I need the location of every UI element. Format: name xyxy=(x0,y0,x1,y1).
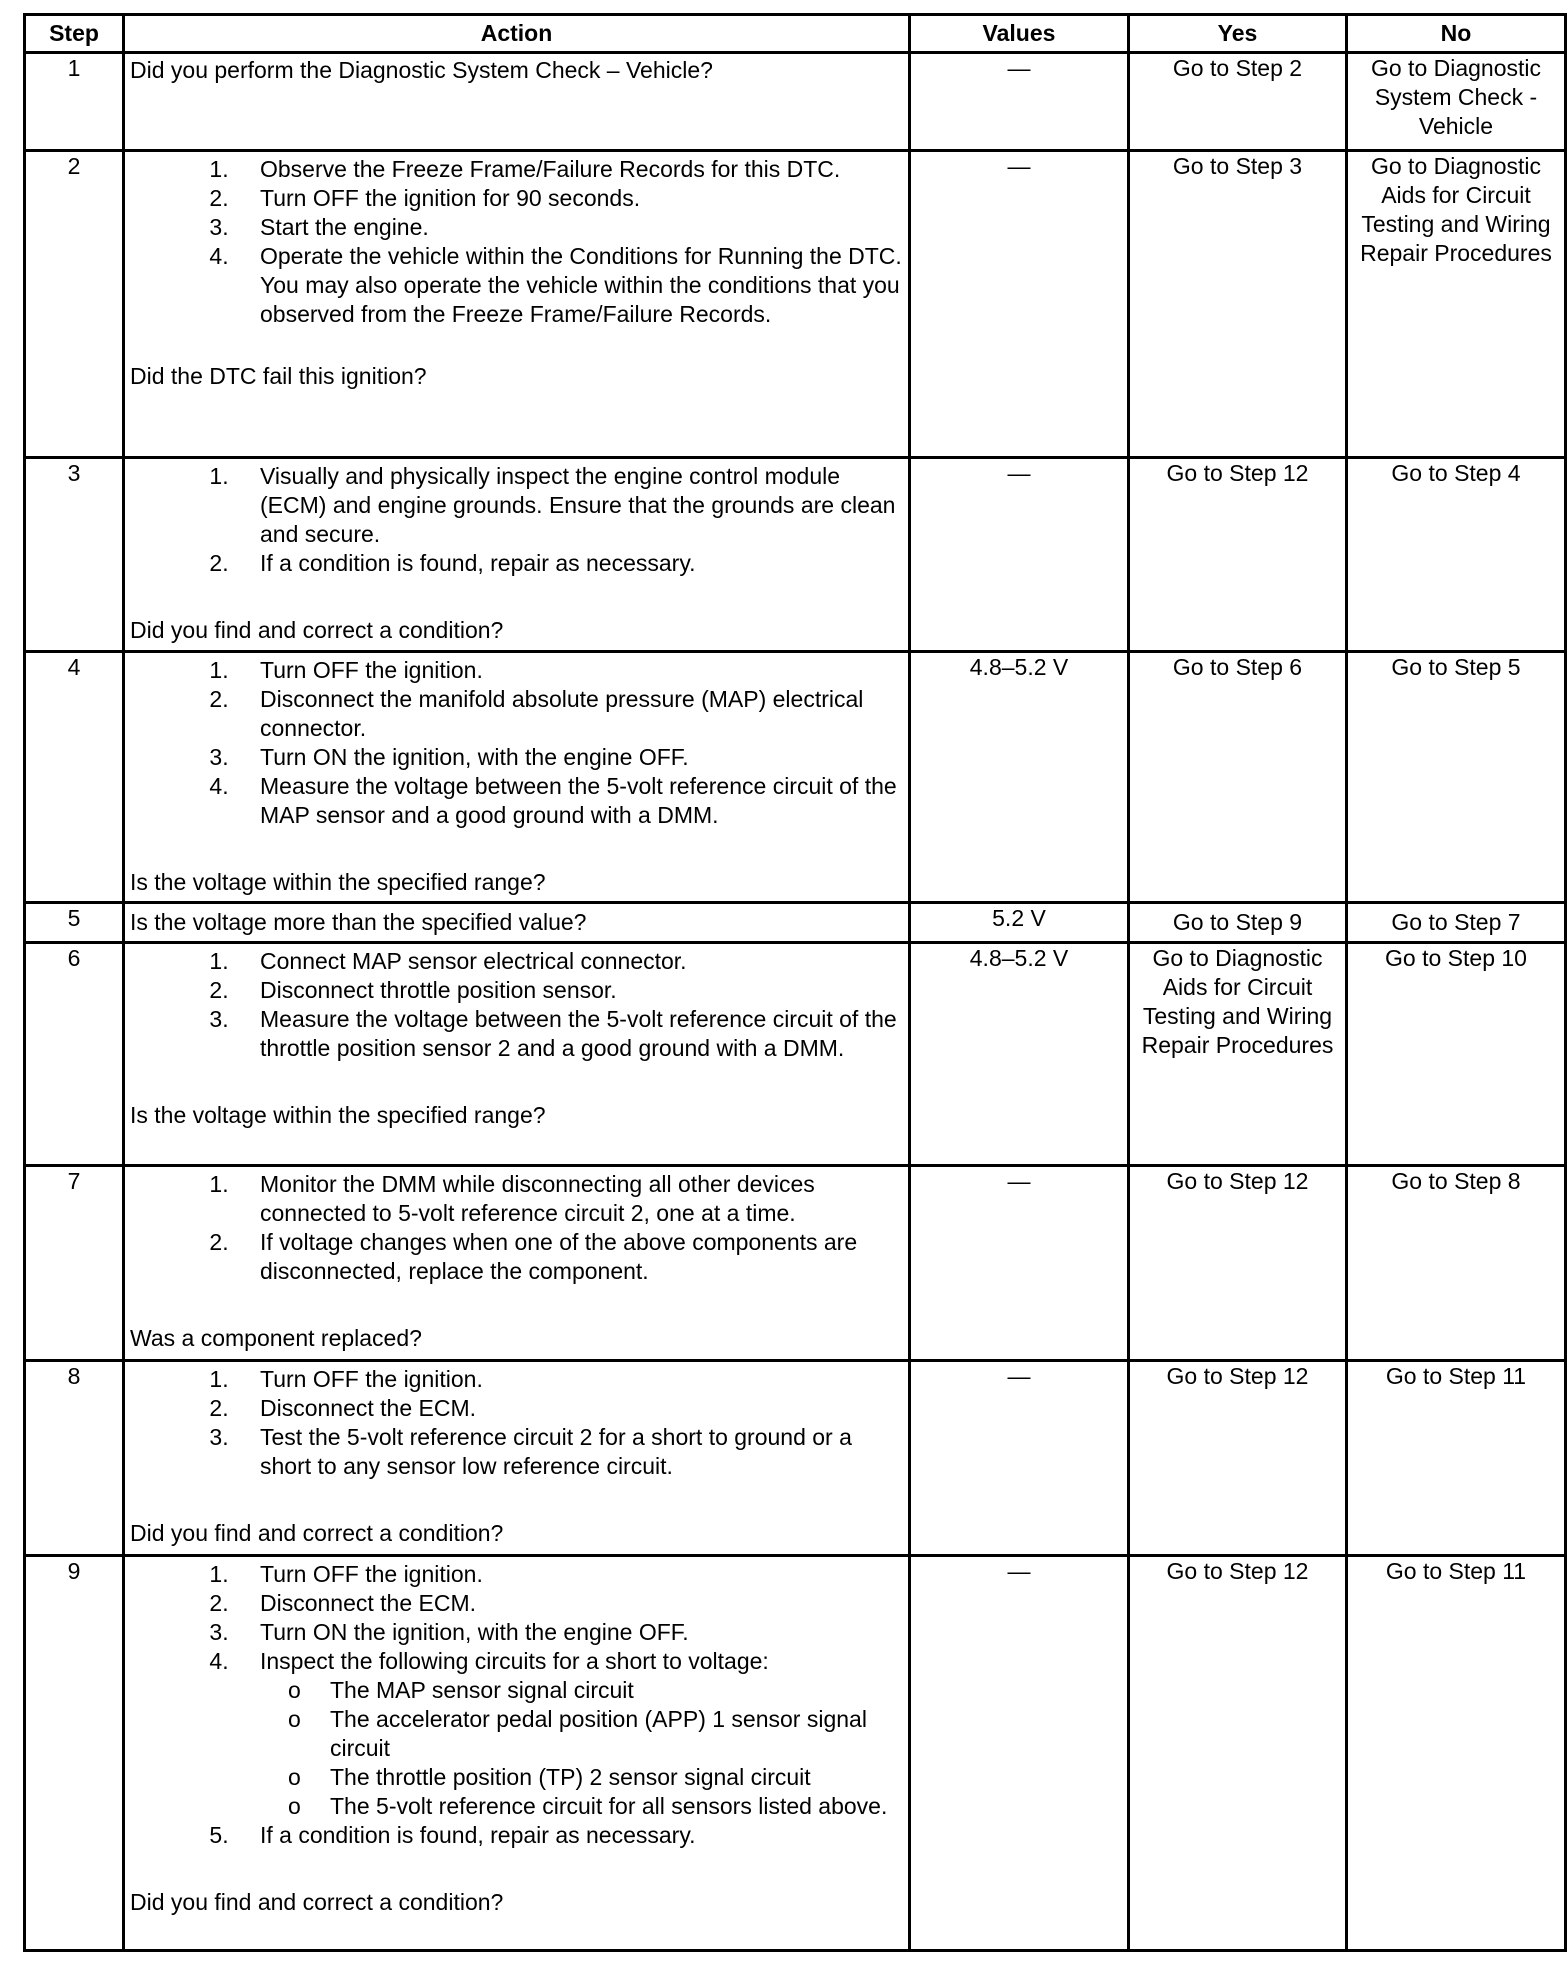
action-step-item: 4. Operate the vehicle within the Conditions for Running the DTC. You may also operate the vehicle within the conditions that you observed from the Freeze Frame/Failure Records. xyxy=(235,242,903,329)
table-row-step-7 xyxy=(25,1166,1566,1361)
action-step-item: 2. If a condition is found, repair as necessary. xyxy=(235,549,903,578)
action-step-item: 4. Measure the voltage between the 5-volt reference circuit of the MAP sensor and a good ground with a DMM. xyxy=(235,772,903,830)
header-row xyxy=(25,15,1566,53)
action-question: Was a component replaced? xyxy=(130,1325,422,1351)
no-cell: Go to Step 8 xyxy=(1347,1166,1566,1361)
action-cell xyxy=(124,1166,910,1361)
action-question: Did you find and correct a condition? xyxy=(130,1520,504,1546)
step-number: 3 xyxy=(25,458,124,652)
table-row-step-9 xyxy=(25,1556,1566,1951)
yes-cell: Go to Diagnostic Aids for Circuit Testing and Wiring Repair Procedures xyxy=(1129,943,1347,1166)
action-question: Did you find and correct a condition? xyxy=(130,617,504,643)
step-number: 9 xyxy=(25,1556,124,1951)
action-question: Is the voltage more than the specified value? xyxy=(130,909,587,935)
step-number: 8 xyxy=(25,1361,124,1556)
no-cell: Go to Step 7 xyxy=(1347,903,1566,943)
yes-cell: Go to Step 12 xyxy=(1129,458,1347,652)
header-values: Values xyxy=(910,15,1129,53)
no-cell: Go to Step 4 xyxy=(1347,458,1566,652)
action-steps xyxy=(130,1170,903,1286)
no-cell: Go to Step 11 xyxy=(1347,1556,1566,1951)
action-question: Is the voltage within the specified range? xyxy=(130,869,546,895)
action-steps xyxy=(130,155,903,329)
values-cell: — xyxy=(910,458,1129,652)
table-row-step-4 xyxy=(25,652,1566,903)
header-step: Step xyxy=(25,15,124,53)
table-row-step-8 xyxy=(25,1361,1566,1556)
action-step-item: 1. Turn OFF the ignition. xyxy=(235,656,903,685)
action-step-item: 3. Turn ON the ignition, with the engine OFF. xyxy=(235,743,903,772)
yes-cell: Go to Step 12 xyxy=(1129,1166,1347,1361)
action-step-item: 1. Turn OFF the ignition. xyxy=(235,1365,903,1394)
action-cell xyxy=(124,1556,910,1951)
values-cell: — xyxy=(910,1556,1129,1951)
action-step-item: 5. If a condition is found, repair as necessary. xyxy=(235,1821,903,1850)
action-steps xyxy=(130,1560,903,1850)
action-step-item: 2. Disconnect throttle position sensor. xyxy=(235,976,903,1005)
header-action: Action xyxy=(124,15,910,53)
action-step-item: 3. Test the 5-volt reference circuit 2 for a short to ground or a short to any sensor low reference circuit. xyxy=(235,1423,903,1481)
no-cell: Go to Step 11 xyxy=(1347,1361,1566,1556)
values-cell: — xyxy=(910,1361,1129,1556)
yes-cell: Go to Step 2 xyxy=(1129,53,1347,151)
step-number: 5 xyxy=(25,903,124,943)
action-cell xyxy=(124,53,910,151)
action-sub-item: o The accelerator pedal position (APP) 1 sensor signal circuit xyxy=(330,1705,903,1763)
yes-cell: Go to Step 12 xyxy=(1129,1361,1347,1556)
step-number: 2 xyxy=(25,151,124,458)
action-sub-item: o The MAP sensor signal circuit xyxy=(330,1676,903,1705)
action-step-item: 1. Visually and physically inspect the engine control module (ECM) and engine grounds. Ensure that the grounds are clean and secure. xyxy=(235,462,903,549)
action-sub-list xyxy=(260,1676,903,1821)
action-question: Did the DTC fail this ignition? xyxy=(130,363,427,389)
no-cell: Go to Step 10 xyxy=(1347,943,1566,1166)
step-number: 6 xyxy=(25,943,124,1166)
action-cell xyxy=(124,151,910,458)
action-step-text: Inspect the following circuits for a short to voltage: xyxy=(260,1648,769,1674)
values-cell: 5.2 V xyxy=(910,903,1129,943)
diagnostic-table xyxy=(23,13,1567,1952)
values-cell: 4.8–5.2 V xyxy=(910,943,1129,1166)
action-step-item: 3. Turn ON the ignition, with the engine OFF. xyxy=(235,1618,903,1647)
step-number: 1 xyxy=(25,53,124,151)
values-cell: — xyxy=(910,151,1129,458)
action-step-item: 2. Disconnect the ECM. xyxy=(235,1589,903,1618)
action-cell xyxy=(124,1361,910,1556)
action-step-item: 1. Monitor the DMM while disconnecting all other devices connected to 5-volt reference circuit 2, one at a time. xyxy=(235,1170,903,1228)
action-step-item: 3. Measure the voltage between the 5-volt reference circuit of the throttle position sensor 2 and a good ground with a DMM. xyxy=(235,1005,903,1063)
table-row-step-5 xyxy=(25,903,1566,943)
no-cell: Go to Step 5 xyxy=(1347,652,1566,903)
action-steps xyxy=(130,1365,903,1481)
action-cell xyxy=(124,652,910,903)
action-step-item: 2. Disconnect the manifold absolute pressure (MAP) electrical connector. xyxy=(235,685,903,743)
action-cell xyxy=(124,903,910,943)
action-step-item: 3. Start the engine. xyxy=(235,213,903,242)
yes-cell: Go to Step 12 xyxy=(1129,1556,1347,1951)
action-question: Did you find and correct a condition? xyxy=(130,1889,504,1915)
action-step-item: 2. Disconnect the ECM. xyxy=(235,1394,903,1423)
action-step-item: 2. Turn OFF the ignition for 90 seconds. xyxy=(235,184,903,213)
action-steps xyxy=(130,947,903,1063)
yes-cell: Go to Step 9 xyxy=(1129,903,1347,943)
values-cell: — xyxy=(910,53,1129,151)
step-number: 4 xyxy=(25,652,124,903)
values-cell: 4.8–5.2 V xyxy=(910,652,1129,903)
table-row-step-6 xyxy=(25,943,1566,1166)
action-step-item: 2. If voltage changes when one of the above components are disconnected, replace the component. xyxy=(235,1228,903,1286)
table-row-step-2 xyxy=(25,151,1566,458)
yes-cell: Go to Step 3 xyxy=(1129,151,1347,458)
header-no: No xyxy=(1347,15,1566,53)
action-step-item xyxy=(235,1647,903,1821)
action-question: Is the voltage within the specified range? xyxy=(130,1102,546,1128)
values-cell: — xyxy=(910,1166,1129,1361)
action-steps xyxy=(130,462,903,578)
table-row-step-1 xyxy=(25,53,1566,151)
action-cell xyxy=(124,458,910,652)
action-cell xyxy=(124,943,910,1166)
yes-cell: Go to Step 6 xyxy=(1129,652,1347,903)
step-number: 7 xyxy=(25,1166,124,1361)
no-cell: Go to Diagnostic System Check - Vehicle xyxy=(1347,53,1566,151)
action-question: Did you perform the Diagnostic System Check – Vehicle? xyxy=(130,57,713,83)
action-sub-item: o The throttle position (TP) 2 sensor signal circuit xyxy=(330,1763,903,1792)
action-steps xyxy=(130,656,903,830)
action-step-item: 1. Connect MAP sensor electrical connector. xyxy=(235,947,903,976)
action-sub-item: o The 5-volt reference circuit for all sensors listed above. xyxy=(330,1792,903,1821)
action-step-item: 1. Observe the Freeze Frame/Failure Records for this DTC. xyxy=(235,155,903,184)
no-cell: Go to Diagnostic Aids for Circuit Testing and Wiring Repair Procedures xyxy=(1347,151,1566,458)
action-step-item: 1. Turn OFF the ignition. xyxy=(235,1560,903,1589)
header-yes: Yes xyxy=(1129,15,1347,53)
table-row-step-3 xyxy=(25,458,1566,652)
